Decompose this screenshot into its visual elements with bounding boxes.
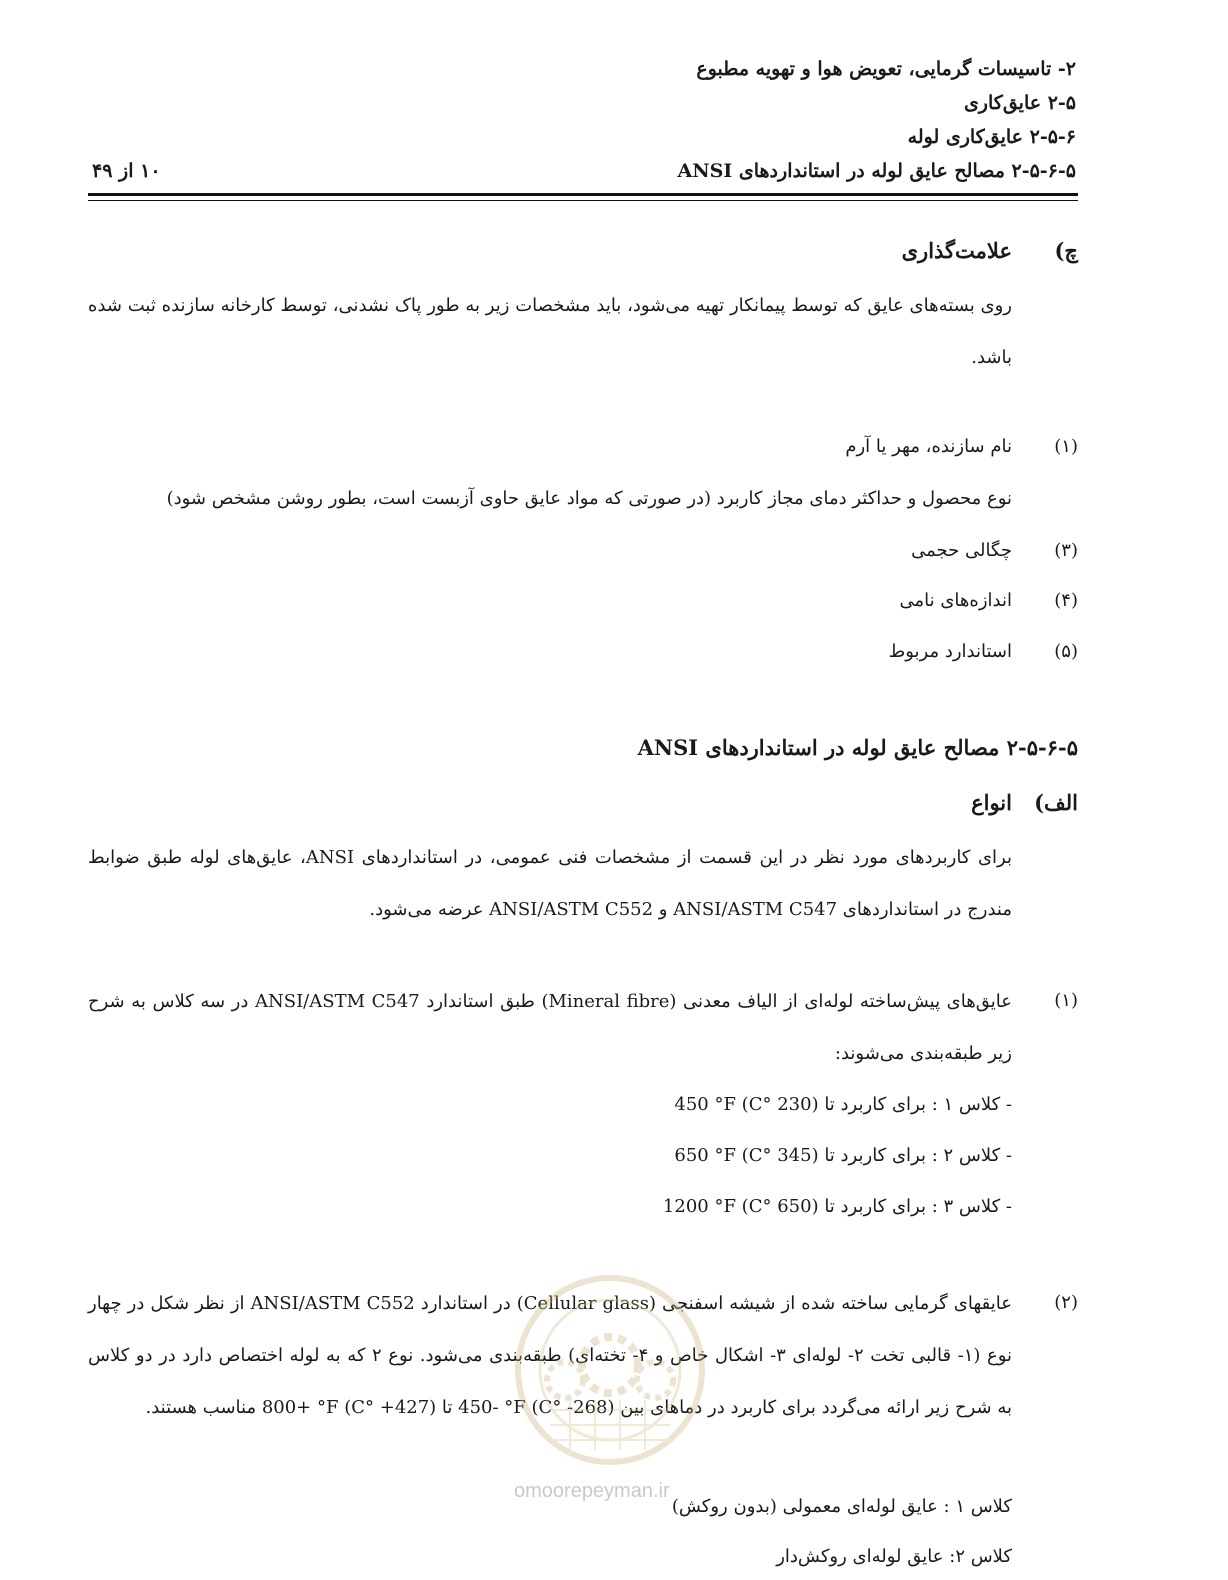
section-alef-intro: برای کاربردهای مورد نظر در این قسمت از مشخصات فنی عمومی، در استانداردهای ANSI، عایق‌های لوله طبق ضوابط مندرج در استانداردهای ANSI/ASTM C547 و ANSI/ASTM C552 عرضه می‌شود. [88, 847, 1012, 920]
header-rule-thick [88, 193, 1078, 196]
che-item-4-text: اندازه‌های نامی [899, 590, 1012, 611]
section-che-letter: چ) [1054, 238, 1078, 263]
che-item-1-number: (۱) [1054, 436, 1078, 457]
alef-item-2-class-2: کلاس ۲: عایق لوله‌ای روکش‌دار [776, 1546, 1012, 1567]
header-rule-thin [88, 200, 1078, 201]
che-item-5-number: (۵) [1054, 641, 1078, 662]
section-alef-letter: الف) [1034, 790, 1078, 815]
section-2565-title: ۲-۵-۶-۵ مصالح عایق لوله در استانداردهای ANSI [637, 735, 1078, 760]
alef-item-1-class-2: - کلاس ۲ : برای کاربرد تا (345 °C) 650 °F [674, 1145, 1012, 1166]
alef-item-2-number: (۲) [1054, 1292, 1078, 1313]
che-item-5-text: استاندارد مربوط [888, 641, 1012, 662]
alef-item-1-number: (۱) [1054, 990, 1078, 1011]
header-line-2: ۲-۵ عایق‌کاری [963, 92, 1076, 114]
watermark-text: omoorepeyman.ir [514, 1480, 670, 1502]
alef-item-1-class-3: - کلاس ۳ : برای کاربرد تا (650 °C) 1200 °F [662, 1196, 1012, 1217]
alef-item-2-class-1: کلاس ۱ : عایق لوله‌ای معمولی (بدون روکش) [671, 1496, 1012, 1517]
alef-item-1-class-1: - کلاس ۱ : برای کاربرد تا (230 °C) 450 °F [674, 1094, 1012, 1115]
header-line-3: ۲-۵-۶ عایق‌کاری لوله [907, 126, 1076, 148]
section-che-intro: روی بسته‌های عایق که توسط پیمانکار تهیه می‌شود، باید مشخصات زیر به طور پاک نشدنی، توسط کارخانه سازنده ثبت شده باشد. [88, 295, 1012, 368]
che-item-3-number: (۳) [1054, 540, 1078, 561]
alef-item-1-text: عایق‌های پیش‌ساخته لوله‌ای از الیاف معدنی (Mineral fibre) طبق استاندارد ANSI/ASTM C547 در سه کلاس به شرح زیر طبقه‌بندی می‌شوند: [88, 991, 1012, 1064]
section-che-title: علامت‌گذاری [901, 238, 1012, 263]
alef-item-2-text: عایقهای گرمایی ساخته شده از شیشه اسفنجی (Cellular glass) در استاندارد ANSI/ASTM C552 از نظر شکل در چهار نوع (۱- قالبی تخت ۲- لوله‌ای ۳- اشکال خاص و ۴- تخته‌ای) طبقه‌بندی می‌شود. نوع ۲ که به لوله اختصاص دارد در دو کلاس به شرح زیر ارائه می‌گردد برای کاربرد در دماهای بین (268- °C) 450- °F تا (427+ °C) 800+ °F مناسب هستند. [88, 1293, 1013, 1418]
page-number: ۱۰ از ۴۹ [92, 160, 161, 182]
header-line-4: ۲-۵-۶-۵ مصالح عایق لوله در استانداردهای ANSI [677, 160, 1076, 182]
che-item-4-number: (۴) [1054, 590, 1078, 611]
che-item-3-text: چگالی حجمی [911, 540, 1012, 561]
watermark-logo-icon [510, 1270, 710, 1470]
section-alef-title: انواع [971, 790, 1012, 815]
che-item-1-text: نام سازنده، مهر یا آرم [845, 436, 1012, 457]
header-line-1: ۲- تاسیسات گرمایی، تعویض هوا و تهویه مطبوع [696, 58, 1076, 80]
che-item-2-text: نوع محصول و حداکثر دمای مجاز کاربرد (در صورتی که مواد عایق حاوی آزبست است، بطور روشن مشخص شود) [166, 488, 1012, 509]
